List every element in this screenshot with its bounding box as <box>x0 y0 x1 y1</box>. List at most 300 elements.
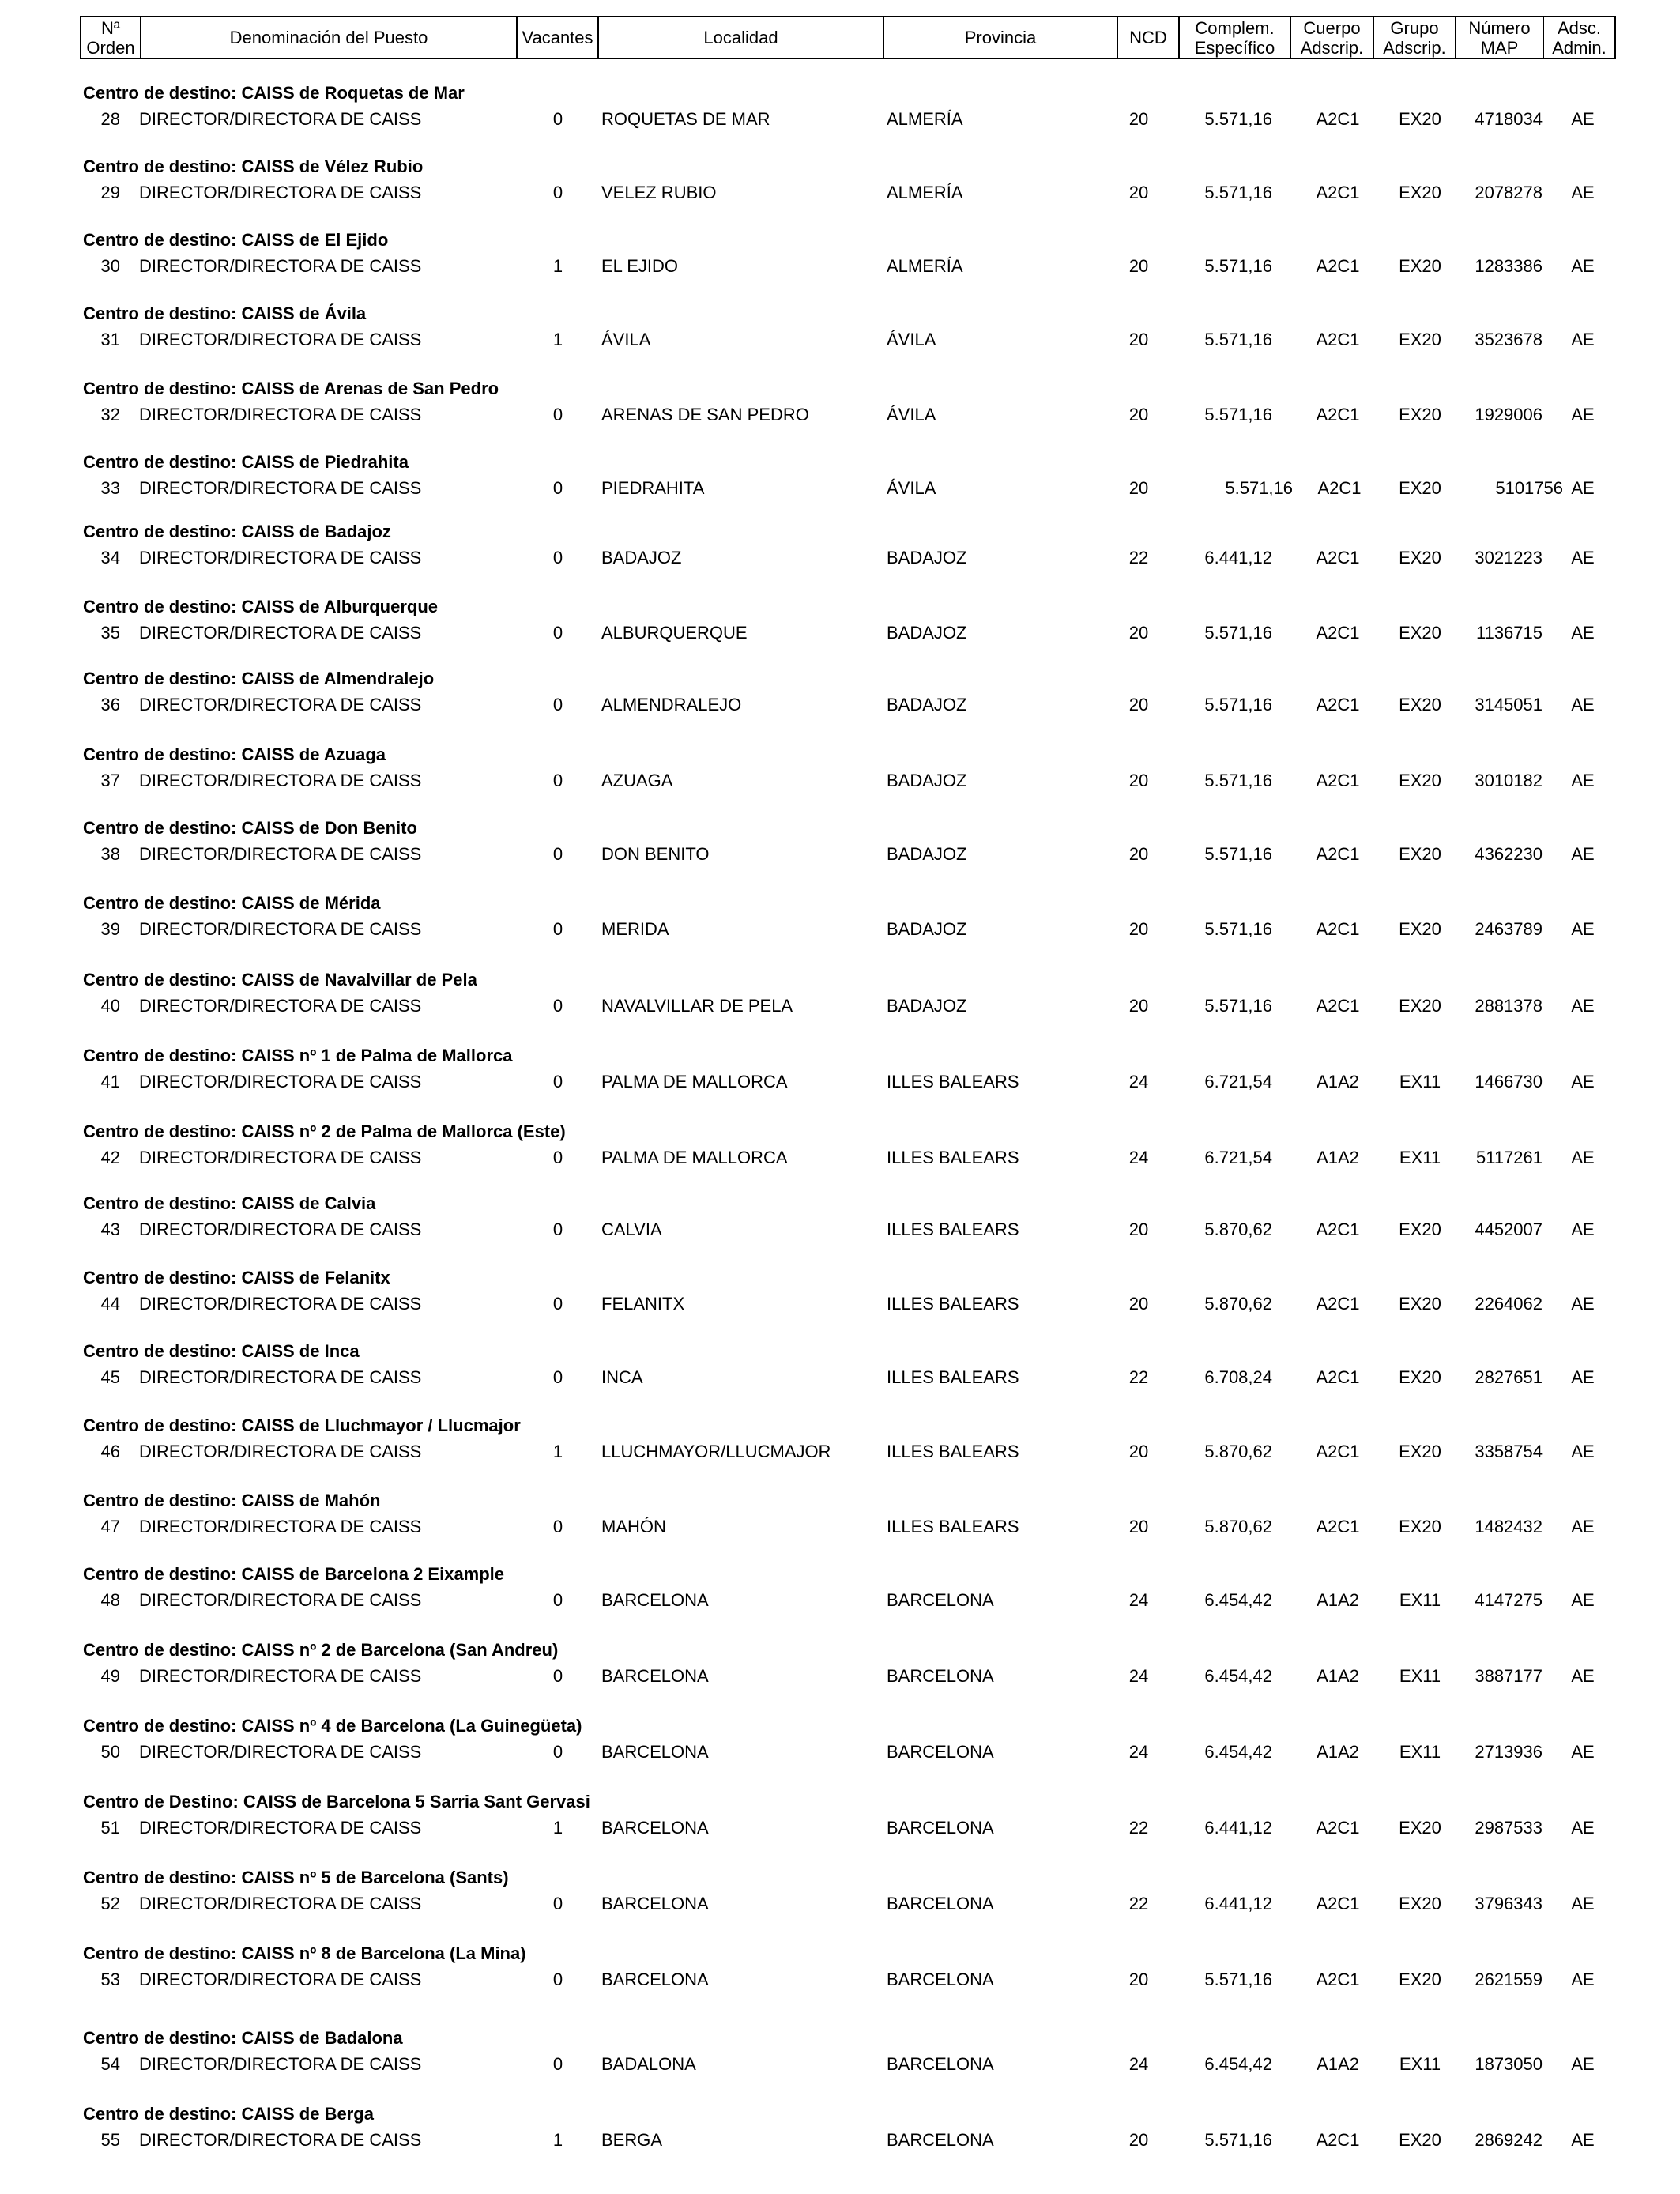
complemento-cell: 5.571,16 <box>1204 844 1272 864</box>
vacantes-cell: 0 <box>552 996 563 1016</box>
cuerpo-cell: A1A2 <box>1317 1742 1359 1762</box>
cuerpo-cell: A1A2 <box>1317 1072 1359 1091</box>
provincia-cell: BARCELONA <box>887 1970 994 1989</box>
localidad-cell: PIEDRAHITA <box>601 478 705 498</box>
complemento-cell: 5.870,62 <box>1204 1220 1272 1239</box>
provincia-cell: BARCELONA <box>887 2130 994 2150</box>
centro-destino-heading: Centro de destino: CAISS de Ávila <box>83 303 367 323</box>
numero-map-cell: 3796343 <box>1475 1894 1543 1913</box>
cuerpo-cell: A2C1 <box>1316 1517 1360 1536</box>
orden-cell: 41 <box>100 1072 120 1091</box>
table-row <box>0 996 1680 1016</box>
localidad-cell: ALBURQUERQUE <box>601 623 748 643</box>
vacantes-cell: 0 <box>552 1742 563 1762</box>
adsc-cell: AE <box>1571 256 1595 276</box>
denominacion-cell: DIRECTOR/DIRECTORA DE CAISS <box>139 2130 422 2150</box>
denominacion-cell: DIRECTOR/DIRECTORA DE CAISS <box>139 405 422 424</box>
table-row <box>0 1590 1680 1611</box>
numero-map-cell: 2987533 <box>1475 1818 1543 1838</box>
vacantes-cell: 0 <box>552 2054 563 2074</box>
orden-cell: 37 <box>100 771 120 790</box>
vacantes-cell: 0 <box>552 919 563 939</box>
centro-destino-heading: Centro de destino: CAISS nº 2 de Palma de Mallorca (Este) <box>83 1122 566 1141</box>
centro-destino-heading: Centro de destino: CAISS de Berga <box>83 2104 374 2124</box>
grupo-cell: EX11 <box>1399 1742 1441 1762</box>
orden-cell: 52 <box>100 1894 120 1913</box>
cuerpo-cell: A2C1 <box>1316 695 1360 714</box>
centro-destino-heading: Centro de destino: CAISS de Mérida <box>83 893 381 913</box>
centro-destino-heading: Centro de destino: CAISS nº 4 de Barcelona (La Guinegüeta) <box>83 1716 582 1736</box>
provincia-cell: ALMERÍA <box>887 256 963 276</box>
numero-map-cell: 1873050 <box>1475 2054 1543 2074</box>
cuerpo-cell: A2C1 <box>1316 1367 1360 1387</box>
vacantes-cell: 0 <box>552 405 563 424</box>
table-row <box>0 478 1680 499</box>
cuerpo-cell: A2C1 <box>1316 1894 1360 1913</box>
cuerpo-cell: A2C1 <box>1316 623 1360 643</box>
adsc-cell: AE <box>1571 109 1595 129</box>
vacantes-cell: 0 <box>552 623 563 643</box>
ncd-cell: 20 <box>1128 330 1149 349</box>
header-localidad: Localidad <box>597 17 883 58</box>
denominacion-cell: DIRECTOR/DIRECTORA DE CAISS <box>139 623 422 643</box>
cuerpo-cell: A2C1 <box>1316 771 1360 790</box>
numero-map-cell: 2713936 <box>1475 1742 1543 1762</box>
ncd-cell: 24 <box>1128 1666 1149 1686</box>
localidad-cell: BARCELONA <box>601 1818 709 1838</box>
numero-map-cell: 2463789 <box>1475 919 1543 939</box>
vacantes-cell: 1 <box>552 2130 563 2150</box>
denominacion-cell: DIRECTOR/DIRECTORA DE CAISS <box>139 1818 422 1838</box>
centro-destino-heading: Centro de destino: CAISS de Azuaga <box>83 745 386 764</box>
grupo-cell: EX20 <box>1399 695 1441 714</box>
grupo-cell: EX20 <box>1399 844 1441 864</box>
vacantes-cell: 0 <box>552 478 563 498</box>
denominacion-cell: DIRECTOR/DIRECTORA DE CAISS <box>139 548 422 567</box>
complemento-cell: 5.571,16 <box>1225 478 1293 498</box>
ncd-cell: 24 <box>1128 1590 1149 1610</box>
provincia-cell: ILLES BALEARS <box>887 1220 1019 1239</box>
numero-map-cell: 4718034 <box>1475 109 1543 129</box>
orden-cell: 45 <box>100 1367 120 1387</box>
ncd-cell: 24 <box>1128 1148 1149 1167</box>
adsc-cell: AE <box>1571 2054 1595 2074</box>
adsc-cell: AE <box>1571 996 1595 1016</box>
ncd-cell: 20 <box>1128 695 1149 714</box>
ncd-cell: 20 <box>1128 1294 1149 1314</box>
provincia-cell: BARCELONA <box>887 1666 994 1686</box>
orden-cell: 34 <box>100 548 120 567</box>
table-row <box>0 695 1680 715</box>
centro-destino-heading: Centro de destino: CAISS de Piedrahita <box>83 452 409 472</box>
denominacion-cell: DIRECTOR/DIRECTORA DE CAISS <box>139 109 422 129</box>
denominacion-cell: DIRECTOR/DIRECTORA DE CAISS <box>139 1294 422 1314</box>
vacantes-cell: 1 <box>552 256 563 276</box>
adsc-cell: AE <box>1571 1742 1595 1762</box>
table-row <box>0 2054 1680 2075</box>
ncd-cell: 20 <box>1128 919 1149 939</box>
numero-map-cell: 3523678 <box>1475 330 1543 349</box>
provincia-cell: ÁVILA <box>887 330 936 349</box>
numero-map-cell: 2869242 <box>1475 2130 1543 2150</box>
grupo-cell: EX20 <box>1399 478 1441 498</box>
denominacion-cell: DIRECTOR/DIRECTORA DE CAISS <box>139 771 422 790</box>
provincia-cell: ALMERÍA <box>887 109 963 129</box>
ncd-cell: 20 <box>1128 1517 1149 1536</box>
localidad-cell: BADAJOZ <box>601 548 682 567</box>
orden-cell: 29 <box>100 183 120 202</box>
complemento-cell: 5.571,16 <box>1204 330 1272 349</box>
numero-map-cell: 2621559 <box>1475 1970 1543 1989</box>
complemento-cell: 6.441,12 <box>1204 548 1272 567</box>
denominacion-cell: DIRECTOR/DIRECTORA DE CAISS <box>139 1367 422 1387</box>
provincia-cell: ILLES BALEARS <box>887 1072 1019 1091</box>
grupo-cell: EX20 <box>1399 548 1441 567</box>
vacantes-cell: 0 <box>552 1072 563 1091</box>
cuerpo-cell: A2C1 <box>1316 183 1360 202</box>
orden-cell: 49 <box>100 1666 120 1686</box>
centro-destino-heading: Centro de destino: CAISS de Lluchmayor / Llucmajor <box>83 1416 521 1435</box>
adsc-cell: AE <box>1571 623 1595 643</box>
adsc-cell: AE <box>1571 1294 1595 1314</box>
table-row <box>0 1666 1680 1687</box>
numero-map-cell: 3887177 <box>1475 1666 1543 1686</box>
cuerpo-cell: A2C1 <box>1316 1970 1360 1989</box>
grupo-cell: EX20 <box>1399 183 1441 202</box>
grupo-cell: EX20 <box>1399 1818 1441 1838</box>
centro-destino-heading: Centro de Destino: CAISS de Barcelona 5 Sarria Sant Gervasi <box>83 1792 590 1811</box>
table-row <box>0 1818 1680 1838</box>
ncd-cell: 20 <box>1128 771 1149 790</box>
centro-destino-heading: Centro de destino: CAISS de Roquetas de Mar <box>83 83 465 103</box>
localidad-cell: MERIDA <box>601 919 669 939</box>
adsc-cell: AE <box>1571 405 1595 424</box>
denominacion-cell: DIRECTOR/DIRECTORA DE CAISS <box>139 919 422 939</box>
numero-map-cell: 5117261 <box>1475 1148 1543 1167</box>
cuerpo-cell: A2C1 <box>1316 256 1360 276</box>
table-row <box>0 330 1680 350</box>
table-row <box>0 1742 1680 1762</box>
localidad-cell: PALMA DE MALLORCA <box>601 1148 788 1167</box>
grupo-cell: EX20 <box>1399 996 1441 1016</box>
adsc-cell: AE <box>1571 1148 1595 1167</box>
localidad-cell: BARCELONA <box>601 1666 709 1686</box>
orden-cell: 43 <box>100 1220 120 1239</box>
adsc-cell: AE <box>1571 1970 1595 1989</box>
orden-cell: 44 <box>100 1294 120 1314</box>
cuerpo-cell: A2C1 <box>1317 478 1362 498</box>
localidad-cell: BARCELONA <box>601 1742 709 1762</box>
adsc-cell: AE <box>1571 1367 1595 1387</box>
header-grupo: Grupo Adscrip. <box>1373 17 1455 58</box>
grupo-cell: EX20 <box>1399 1442 1441 1461</box>
denominacion-cell: DIRECTOR/DIRECTORA DE CAISS <box>139 1517 422 1536</box>
complemento-cell: 5.571,16 <box>1204 2130 1272 2150</box>
ncd-cell: 20 <box>1128 256 1149 276</box>
orden-cell: 33 <box>100 478 120 498</box>
cuerpo-cell: A2C1 <box>1316 2130 1360 2150</box>
grupo-cell: EX20 <box>1399 1220 1441 1239</box>
vacantes-cell: 1 <box>552 1818 563 1838</box>
complemento-cell: 6.441,12 <box>1204 1818 1272 1838</box>
ncd-cell: 22 <box>1128 1367 1149 1387</box>
ncd-cell: 24 <box>1128 2054 1149 2074</box>
ncd-cell: 20 <box>1128 996 1149 1016</box>
grupo-cell: EX11 <box>1399 1072 1441 1091</box>
grupo-cell: EX20 <box>1399 2130 1441 2150</box>
centro-destino-heading: Centro de destino: CAISS de Vélez Rubio <box>83 156 424 176</box>
denominacion-cell: DIRECTOR/DIRECTORA DE CAISS <box>139 1742 422 1762</box>
numero-map-cell: 5101756 <box>1495 478 1563 498</box>
localidad-cell: BARCELONA <box>601 1894 709 1913</box>
adsc-cell: AE <box>1571 1894 1595 1913</box>
provincia-cell: ILLES BALEARS <box>887 1517 1019 1536</box>
localidad-cell: NAVALVILLAR DE PELA <box>601 996 793 1016</box>
localidad-cell: FELANITX <box>601 1294 685 1314</box>
numero-map-cell: 2078278 <box>1475 183 1543 202</box>
header-denominacion: Denominación del Puesto <box>140 17 516 58</box>
cuerpo-cell: A1A2 <box>1317 1148 1359 1167</box>
table-row <box>0 183 1680 203</box>
cuerpo-cell: A2C1 <box>1316 1442 1360 1461</box>
localidad-cell: PALMA DE MALLORCA <box>601 1072 788 1091</box>
localidad-cell: BADALONA <box>601 2054 696 2074</box>
cuerpo-cell: A2C1 <box>1316 548 1360 567</box>
centro-destino-heading: Centro de destino: CAISS de Barcelona 2 Eixample <box>83 1564 505 1584</box>
grupo-cell: EX20 <box>1399 1894 1441 1913</box>
denominacion-cell: DIRECTOR/DIRECTORA DE CAISS <box>139 996 422 1016</box>
numero-map-cell: 3358754 <box>1475 1442 1543 1461</box>
adsc-cell: AE <box>1571 1517 1595 1536</box>
denominacion-cell: DIRECTOR/DIRECTORA DE CAISS <box>139 1970 422 1989</box>
denominacion-cell: DIRECTOR/DIRECTORA DE CAISS <box>139 2054 422 2074</box>
adsc-cell: AE <box>1571 844 1595 864</box>
centro-destino-heading: Centro de destino: CAISS de Calvia <box>83 1193 376 1213</box>
localidad-cell: LLUCHMAYOR/LLUCMAJOR <box>601 1442 831 1461</box>
ncd-cell: 20 <box>1128 2130 1149 2150</box>
orden-cell: 36 <box>100 695 120 714</box>
provincia-cell: BADAJOZ <box>887 844 967 864</box>
complemento-cell: 6.708,24 <box>1204 1367 1272 1387</box>
vacantes-cell: 0 <box>552 183 563 202</box>
provincia-cell: BARCELONA <box>887 2054 994 2074</box>
grupo-cell: EX11 <box>1399 1148 1441 1167</box>
complemento-cell: 5.571,16 <box>1204 405 1272 424</box>
ncd-cell: 20 <box>1128 623 1149 643</box>
provincia-cell: ILLES BALEARS <box>887 1367 1019 1387</box>
table-row <box>0 919 1680 940</box>
adsc-cell: AE <box>1571 1666 1595 1686</box>
grupo-cell: EX20 <box>1399 1367 1441 1387</box>
table-row <box>0 1072 1680 1092</box>
provincia-cell: BARCELONA <box>887 1590 994 1610</box>
denominacion-cell: DIRECTOR/DIRECTORA DE CAISS <box>139 1666 422 1686</box>
ncd-cell: 20 <box>1128 109 1149 129</box>
cuerpo-cell: A2C1 <box>1316 844 1360 864</box>
vacantes-cell: 0 <box>552 1517 563 1536</box>
vacantes-cell: 0 <box>552 771 563 790</box>
denominacion-cell: DIRECTOR/DIRECTORA DE CAISS <box>139 695 422 714</box>
localidad-cell: CALVIA <box>601 1220 662 1239</box>
table-row <box>0 1220 1680 1240</box>
vacantes-cell: 0 <box>552 548 563 567</box>
numero-map-cell: 1466730 <box>1475 1072 1543 1091</box>
numero-map-cell: 2827651 <box>1475 1367 1543 1387</box>
orden-cell: 46 <box>100 1442 120 1461</box>
header-ncd: NCD <box>1117 17 1178 58</box>
complemento-cell: 5.870,62 <box>1204 1442 1272 1461</box>
table-row <box>0 405 1680 425</box>
centro-destino-heading: Centro de destino: CAISS nº 5 de Barcelona (Sants) <box>83 1868 509 1887</box>
provincia-cell: BADAJOZ <box>887 996 967 1016</box>
cuerpo-cell: A2C1 <box>1316 330 1360 349</box>
table-row <box>0 771 1680 791</box>
table-row <box>0 1367 1680 1388</box>
adsc-cell: AE <box>1571 1442 1595 1461</box>
header-cuerpo: Cuerpo Adscrip. <box>1290 17 1373 58</box>
denominacion-cell: DIRECTOR/DIRECTORA DE CAISS <box>139 844 422 864</box>
cuerpo-cell: A2C1 <box>1316 1294 1360 1314</box>
centro-destino-heading: Centro de destino: CAISS de Badalona <box>83 2028 403 2048</box>
grupo-cell: EX11 <box>1399 1590 1441 1610</box>
header-adsc: Adsc. Admin. <box>1543 17 1614 58</box>
provincia-cell: BARCELONA <box>887 1894 994 1913</box>
orden-cell: 32 <box>100 405 120 424</box>
provincia-cell: BARCELONA <box>887 1742 994 1762</box>
provincia-cell: BADAJOZ <box>887 623 967 643</box>
centro-destino-heading: Centro de destino: CAISS de Alburquerque <box>83 597 438 616</box>
denominacion-cell: DIRECTOR/DIRECTORA DE CAISS <box>139 1148 422 1167</box>
grupo-cell: EX20 <box>1399 771 1441 790</box>
adsc-cell: AE <box>1571 183 1595 202</box>
adsc-cell: AE <box>1571 1590 1595 1610</box>
orden-cell: 30 <box>100 256 120 276</box>
table-row <box>0 1148 1680 1168</box>
complemento-cell: 6.721,54 <box>1204 1072 1272 1091</box>
table-row <box>0 1970 1680 1990</box>
adsc-cell: AE <box>1571 1220 1595 1239</box>
localidad-cell: BERGA <box>601 2130 663 2150</box>
ncd-cell: 20 <box>1128 183 1149 202</box>
grupo-cell: EX11 <box>1399 1666 1441 1686</box>
centro-destino-heading: Centro de destino: CAISS nº 1 de Palma de Mallorca <box>83 1046 513 1065</box>
orden-cell: 40 <box>100 996 120 1016</box>
complemento-cell: 5.571,16 <box>1204 109 1272 129</box>
vacantes-cell: 0 <box>552 1294 563 1314</box>
cuerpo-cell: A1A2 <box>1317 1590 1359 1610</box>
orden-cell: 51 <box>100 1818 120 1838</box>
orden-cell: 35 <box>100 623 120 643</box>
localidad-cell: ARENAS DE SAN PEDRO <box>601 405 809 424</box>
orden-cell: 48 <box>100 1590 120 1610</box>
complemento-cell: 6.721,54 <box>1204 1148 1272 1167</box>
centro-destino-heading: Centro de destino: CAISS de Navalvillar de Pela <box>83 970 477 990</box>
localidad-cell: DON BENITO <box>601 844 710 864</box>
orden-cell: 55 <box>100 2130 120 2150</box>
centro-destino-heading: Centro de destino: CAISS de Inca <box>83 1341 360 1361</box>
complemento-cell: 5.571,16 <box>1204 623 1272 643</box>
numero-map-cell: 1136715 <box>1475 623 1543 643</box>
localidad-cell: ROQUETAS DE MAR <box>601 109 770 129</box>
table-row <box>0 623 1680 643</box>
vacantes-cell: 0 <box>552 109 563 129</box>
centro-destino-heading: Centro de destino: CAISS nº 8 de Barcelona (La Mina) <box>83 1943 526 1963</box>
localidad-cell: MAHÓN <box>601 1517 666 1536</box>
provincia-cell: ÁVILA <box>887 478 936 498</box>
vacantes-cell: 0 <box>552 1894 563 1913</box>
denominacion-cell: DIRECTOR/DIRECTORA DE CAISS <box>139 330 422 349</box>
ncd-cell: 22 <box>1128 1818 1149 1838</box>
complemento-cell: 5.571,16 <box>1204 919 1272 939</box>
grupo-cell: EX20 <box>1399 919 1441 939</box>
adsc-cell: AE <box>1571 2130 1595 2150</box>
orden-cell: 31 <box>100 330 120 349</box>
grupo-cell: EX20 <box>1399 256 1441 276</box>
provincia-cell: BADAJOZ <box>887 919 967 939</box>
numero-map-cell: 4147275 <box>1475 1590 1543 1610</box>
ncd-cell: 24 <box>1128 1072 1149 1091</box>
table-row <box>0 1442 1680 1462</box>
header-complemento: Complem. Específico <box>1178 17 1290 58</box>
adsc-cell: AE <box>1571 1818 1595 1838</box>
provincia-cell: ALMERÍA <box>887 183 963 202</box>
adsc-cell: AE <box>1571 478 1595 498</box>
complemento-cell: 5.870,62 <box>1204 1517 1272 1536</box>
ncd-cell: 20 <box>1128 1970 1149 1989</box>
complemento-cell: 5.571,16 <box>1204 183 1272 202</box>
table-row <box>0 1894 1680 1914</box>
denominacion-cell: DIRECTOR/DIRECTORA DE CAISS <box>139 1590 422 1610</box>
numero-map-cell: 4452007 <box>1475 1220 1543 1239</box>
grupo-cell: EX11 <box>1399 2054 1441 2074</box>
vacantes-cell: 0 <box>552 1666 563 1686</box>
ncd-cell: 22 <box>1128 548 1149 567</box>
grupo-cell: EX20 <box>1399 1517 1441 1536</box>
cuerpo-cell: A2C1 <box>1316 919 1360 939</box>
table-row <box>0 109 1680 130</box>
cuerpo-cell: A2C1 <box>1316 996 1360 1016</box>
localidad-cell: AZUAGA <box>601 771 673 790</box>
vacantes-cell: 0 <box>552 1590 563 1610</box>
provincia-cell: BADAJOZ <box>887 771 967 790</box>
provincia-cell: BADAJOZ <box>887 695 967 714</box>
adsc-cell: AE <box>1571 919 1595 939</box>
vacantes-cell: 1 <box>552 330 563 349</box>
complemento-cell: 5.571,16 <box>1204 996 1272 1016</box>
complemento-cell: 6.454,42 <box>1204 2054 1272 2074</box>
vacantes-cell: 0 <box>552 1970 563 1989</box>
centro-destino-heading: Centro de destino: CAISS de Felanitx <box>83 1268 390 1287</box>
numero-map-cell: 2881378 <box>1475 996 1543 1016</box>
complemento-cell: 6.454,42 <box>1204 1742 1272 1762</box>
denominacion-cell: DIRECTOR/DIRECTORA DE CAISS <box>139 1220 422 1239</box>
grupo-cell: EX20 <box>1399 405 1441 424</box>
provincia-cell: ILLES BALEARS <box>887 1294 1019 1314</box>
numero-map-cell: 2264062 <box>1475 1294 1543 1314</box>
header-orden: Nª Orden <box>86 17 135 58</box>
adsc-cell: AE <box>1571 695 1595 714</box>
numero-map-cell: 4362230 <box>1475 844 1543 864</box>
grupo-cell: EX20 <box>1399 330 1441 349</box>
provincia-cell: ÁVILA <box>887 405 936 424</box>
centro-destino-heading: Centro de destino: CAISS de Arenas de San Pedro <box>83 379 499 398</box>
numero-map-cell: 3021223 <box>1475 548 1543 567</box>
complemento-cell: 5.870,62 <box>1204 1294 1272 1314</box>
grupo-cell: EX20 <box>1399 1970 1441 1989</box>
header-provincia: Provincia <box>883 17 1117 58</box>
cuerpo-cell: A1A2 <box>1317 1666 1359 1686</box>
denominacion-cell: DIRECTOR/DIRECTORA DE CAISS <box>139 1894 422 1913</box>
